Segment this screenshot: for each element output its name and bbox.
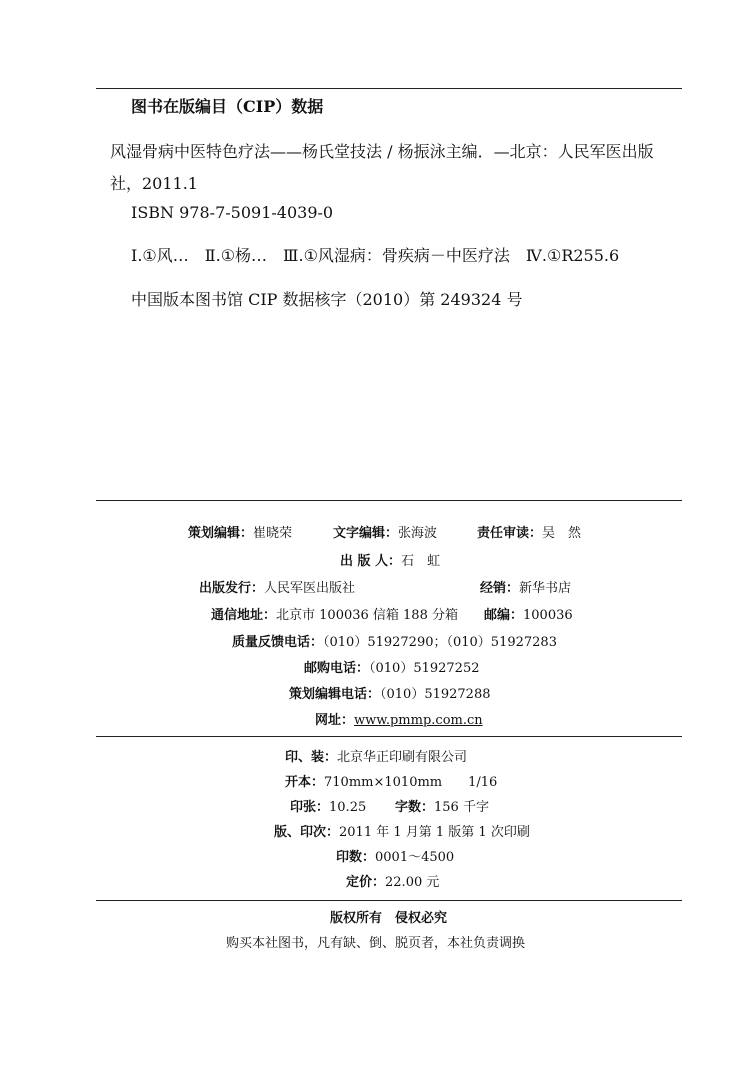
words	[395, 801, 489, 814]
copies	[336, 851, 454, 864]
cip-entry: 风湿骨病中医特色疗法——杨氏堂技法 / 杨振泳主编．—北京：人民军医出版社，2011.1	[110, 142, 654, 193]
issuer	[199, 582, 355, 595]
planning-phone-value: （010）51927288	[380, 687, 491, 702]
format-label: 开本：	[285, 775, 325, 790]
cip-heading: 图书在版编目（CIP）数据	[131, 97, 324, 116]
distributor-label: 经销：	[480, 581, 520, 596]
postcode-value: 100036	[523, 608, 573, 623]
return-policy: 购买本社图书，凡有缺、倒、脱页者，本社负责调换	[226, 936, 526, 951]
postcode-label: 邮编：	[484, 608, 524, 623]
mail-order-label: 邮购电话：	[304, 661, 370, 676]
planning-phone	[289, 688, 491, 701]
printer	[285, 751, 467, 764]
printer-value: 北京华正印刷有限公司	[337, 750, 468, 765]
publisher-person	[340, 555, 440, 568]
planning-editor-label: 策划编辑：	[188, 526, 254, 541]
format-value: 710mm×1010mm 1/16	[324, 775, 498, 790]
publisher-person-label: 出 版 人：	[340, 554, 402, 569]
price-value: 22.00 元	[385, 875, 440, 890]
copyright-notice: 版权所有 侵权必究	[330, 911, 448, 926]
text-editor	[333, 527, 437, 540]
printer-label: 印、装：	[285, 750, 338, 765]
feedback-phone-label: 质量反馈电话：	[232, 635, 324, 650]
website-link[interactable]: www.pmmp.com.cn	[354, 713, 483, 728]
price	[346, 876, 439, 889]
cip-approval: 中国版本图书馆 CIP 数据核字（2010）第 249324 号	[131, 290, 523, 309]
address-value: 北京市 100036 信箱 188 分箱	[276, 608, 458, 623]
sheets	[290, 801, 366, 814]
sheets-label: 印张：	[290, 800, 330, 815]
cip-isbn: ISBN 978-7-5091-4039-0	[131, 203, 334, 222]
text-editor-value: 张海波	[398, 526, 438, 541]
planning-editor-value: 崔晓荣	[253, 526, 293, 541]
copies-label: 印数：	[336, 850, 376, 865]
issuer-value: 人民军医出版社	[264, 581, 356, 596]
printing-top-rule	[96, 736, 682, 737]
issuer-label: 出版发行：	[199, 581, 265, 596]
sheets-value: 10.25	[329, 800, 367, 815]
price-label: 定价：	[346, 875, 386, 890]
review-editor	[477, 527, 581, 540]
text-editor-label: 文字编辑：	[333, 526, 399, 541]
cip-body	[110, 136, 682, 200]
format	[285, 776, 497, 789]
publisher-person-value: 石 虹	[401, 554, 441, 569]
copies-value: 0001～4500	[375, 850, 455, 865]
review-editor-value: 吴 然	[542, 526, 582, 541]
distributor-value: 新华书店	[519, 581, 572, 596]
editors-row	[188, 527, 292, 540]
cip-classification: Ⅰ.①风… Ⅱ.①杨… Ⅲ.①风湿病：骨疾病－中医疗法 Ⅳ.①R255.6	[131, 246, 620, 265]
review-editor-label: 责任审读：	[477, 526, 543, 541]
imprint-top-rule	[96, 500, 682, 501]
mail-order-phone	[304, 662, 480, 675]
edition	[274, 826, 530, 839]
postcode	[484, 609, 573, 622]
address	[211, 609, 458, 622]
words-label: 字数：	[395, 800, 435, 815]
words-value: 156 千字	[434, 800, 489, 815]
edition-value: 2011 年 1 月第 1 版第 1 次印刷	[339, 825, 530, 840]
top-rule	[96, 88, 682, 89]
feedback-phone	[232, 636, 557, 649]
copyright-top-rule	[96, 900, 682, 901]
website-label: 网址：	[315, 713, 355, 728]
address-label: 通信地址：	[211, 608, 277, 623]
mail-order-value: （010）51927252	[369, 661, 480, 676]
planning-phone-label: 策划编辑电话：	[289, 687, 381, 702]
website	[315, 714, 483, 727]
feedback-phone-value: （010）51927290；（010）51927283	[323, 635, 557, 650]
edition-label: 版、印次：	[274, 825, 340, 840]
distributor	[480, 582, 571, 595]
